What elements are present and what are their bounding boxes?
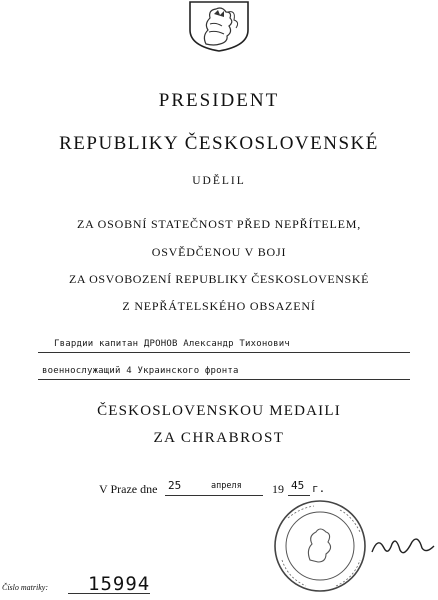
body-line: ZA OSOBNÍ STATEČNOST PŘED NEPŘÍTELEM,: [76, 217, 362, 231]
recipient-name: Гвардии капитан ДРОНОВ Александр Тихонович: [54, 339, 290, 349]
date-place: V Praze dne: [99, 482, 158, 496]
recipient-unit: военнослужащий 4 Украинского фронта: [42, 366, 239, 376]
date-suffix: г.: [312, 482, 326, 495]
matrika-number: 15994: [88, 573, 151, 595]
date-day: 25: [168, 479, 182, 492]
year-fill-line: [288, 495, 310, 496]
date-year: 45: [291, 479, 305, 492]
title-president: PRESIDENT: [158, 90, 280, 111]
body-line: OSVĚDČENOU V BOJI: [151, 245, 287, 259]
name-fill-line: [38, 352, 410, 353]
date-month: апреля: [211, 481, 242, 491]
body-line: ZA OSVOBOZENÍ REPUBLIKY ČESKOSLOVENSKÉ: [68, 272, 370, 286]
date-fill-line: [165, 495, 263, 496]
ministry-stamp-icon: [270, 498, 370, 594]
czech-lion-emblem-icon: [184, 0, 254, 52]
signature-icon: [368, 530, 438, 560]
unit-fill-line: [38, 379, 410, 380]
matrika-label: Číslo matriky:: [2, 583, 48, 592]
awarded-label: UDĚLIL: [192, 175, 246, 187]
body-line: Z NEPŘÁTELSKÉHO OBSAZENÍ: [122, 299, 316, 313]
date-century: 19: [272, 482, 284, 496]
medal-name: ČESKOSLOVENSKOU MEDAILI: [97, 403, 341, 419]
title-republic: REPUBLIKY ČESKOSLOVENSKÉ: [59, 133, 379, 154]
medal-subtitle: ZA CHRABROST: [153, 430, 285, 446]
